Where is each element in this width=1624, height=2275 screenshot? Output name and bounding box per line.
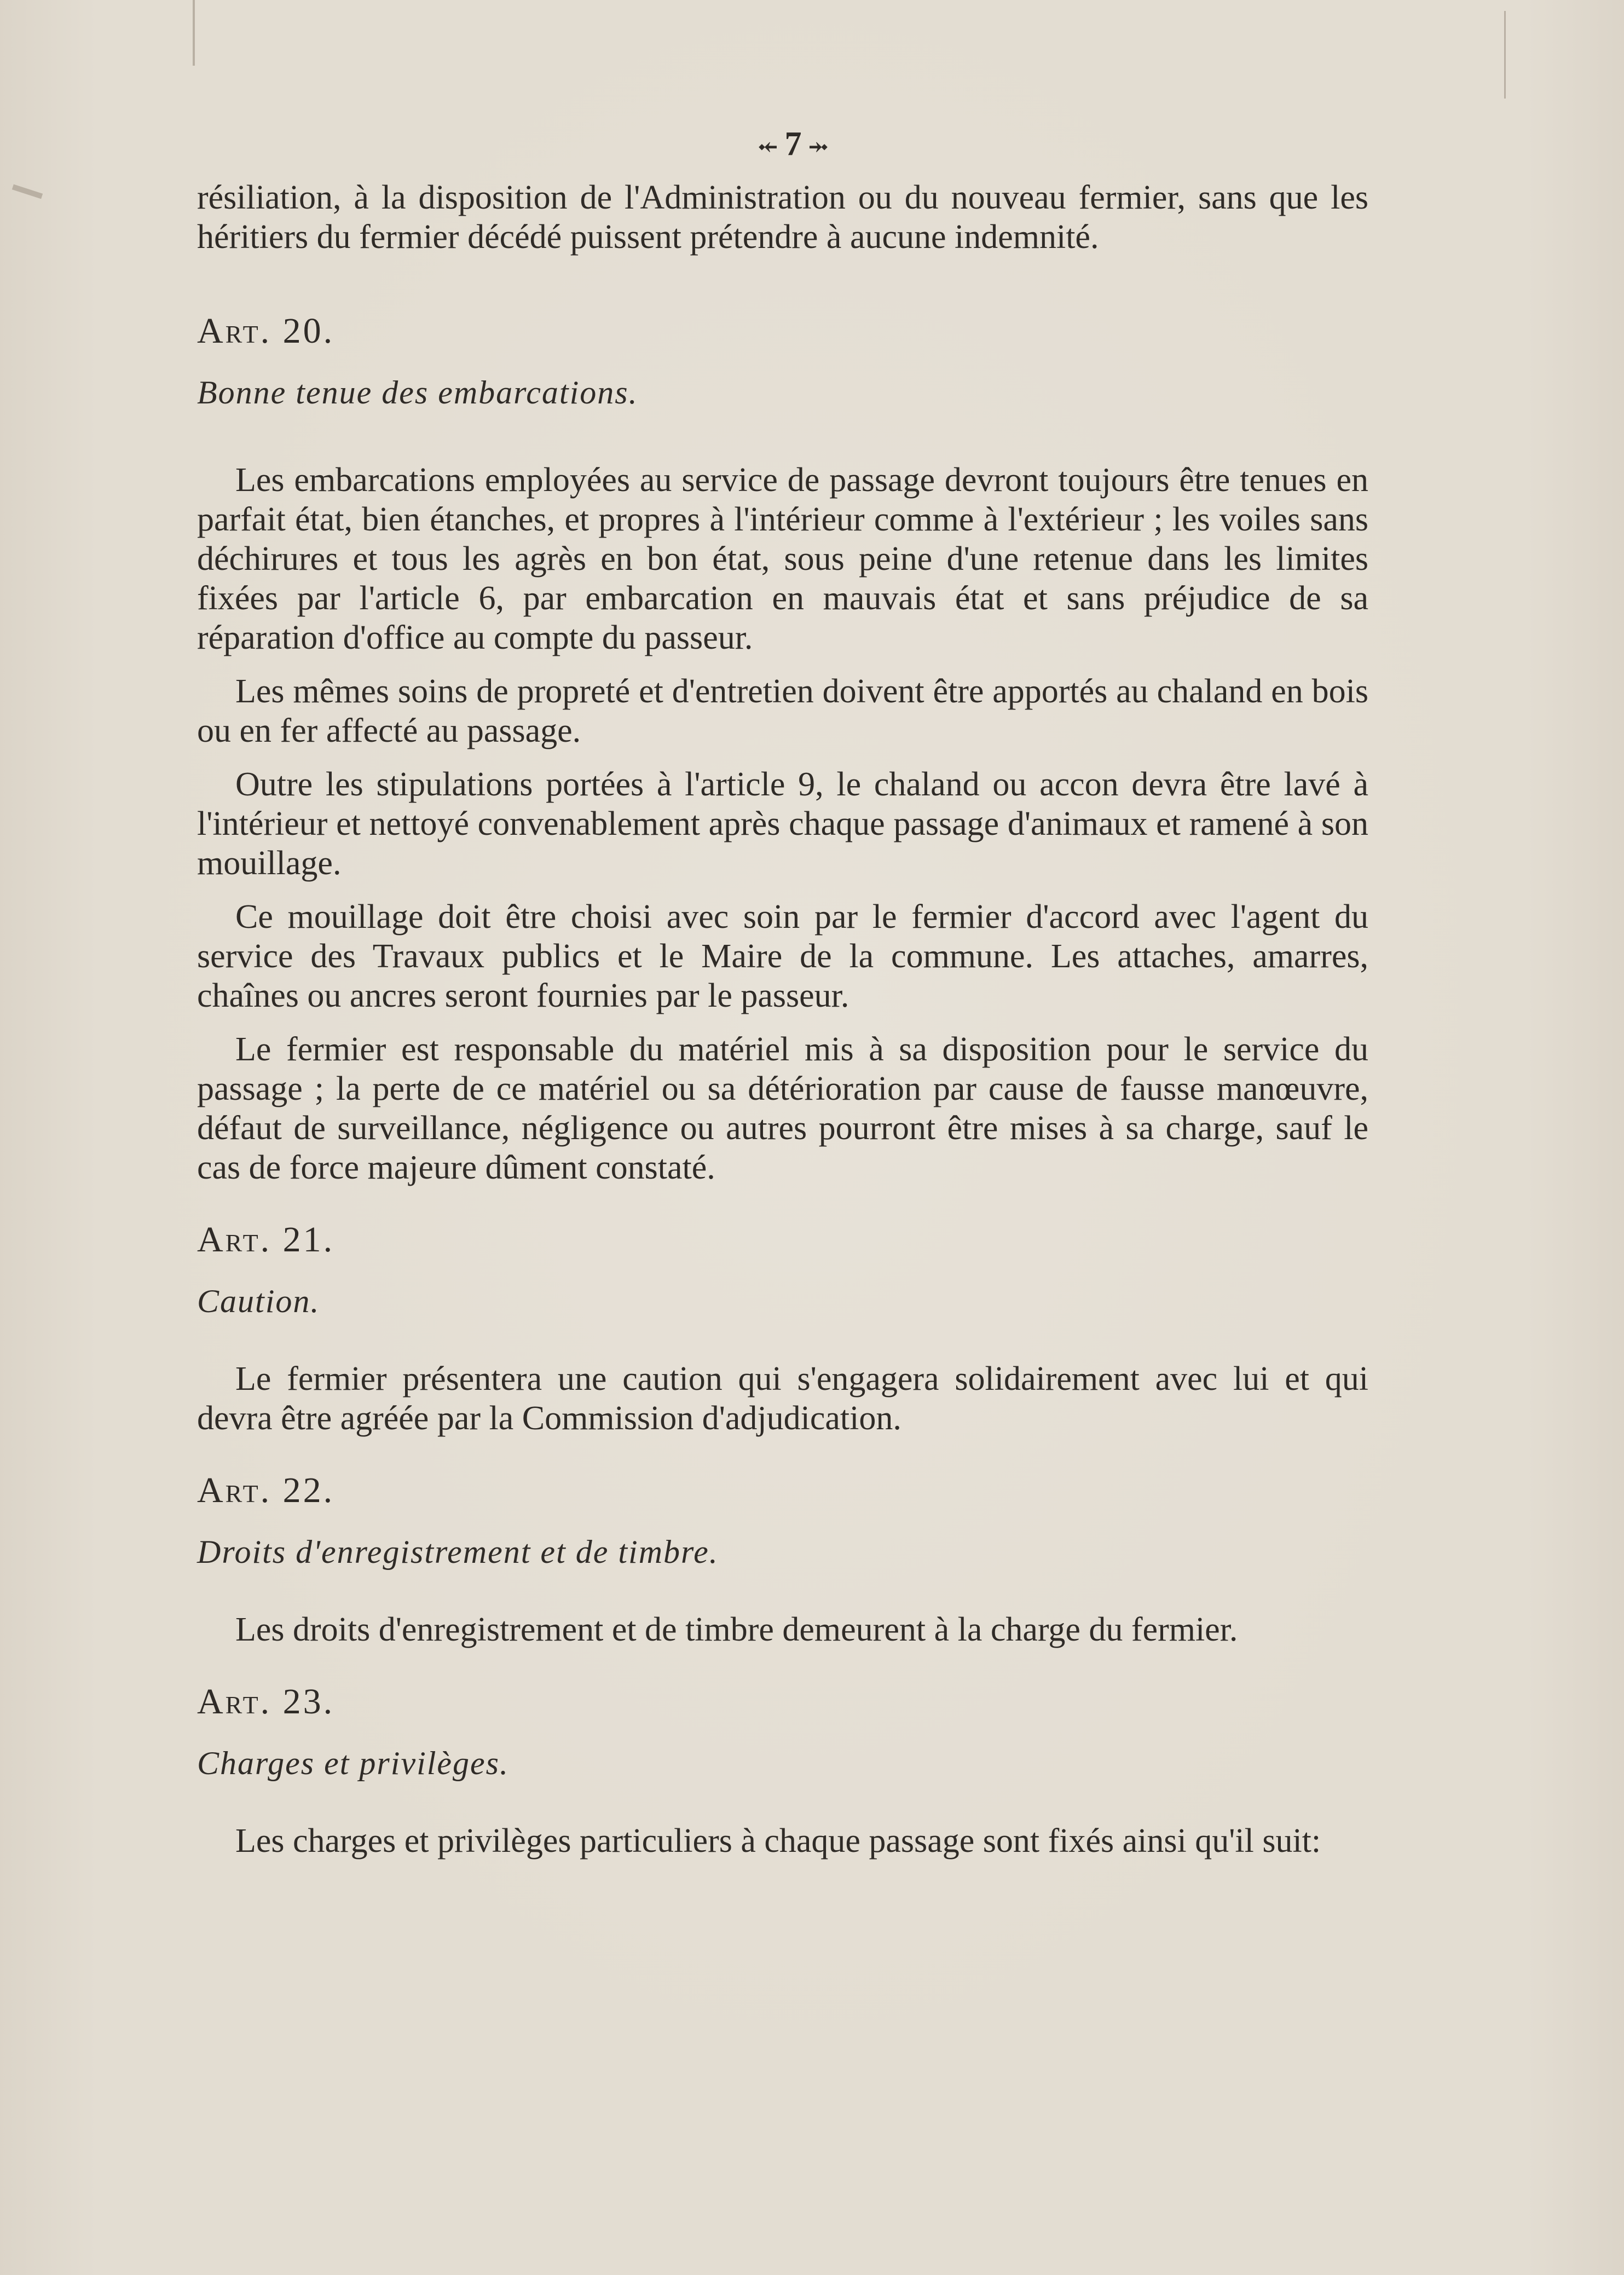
intro-paragraph: résiliation, à la disposition de l'Administration ou du nouveau fermier, sans que les héritiers du fermier décédé puissent prétendre à aucune indemnité. (197, 179, 1368, 256)
article-20-paragraph-1: Les embarcations employées au service de passage devront toujours être tenues en parfait état, bien étanches, et propres à l'intérieur comme à l'extérieur ; les voiles sans déchirures et tous les agrès en bon état, sous peine d'une retenue dans les limites fixées par l'article 6, par embarcation en mauvais état et sans préjudice de sa réparation d'office au compte du passeur. (197, 461, 1368, 656)
ornament-right-icon: ⤞ (808, 134, 830, 161)
article-20-heading: Art. 20. (197, 311, 335, 351)
article-22-title: Droits d'enregistrement et de timbre. (197, 1534, 719, 1570)
article-20-paragraph-5: Le fermier est responsable du matériel mis à sa disposition pour le service du passage ; la perte de ce matériel ou sa détérioration par cause de fausse manœuvre, défaut de surveillance, négligence ou autres pourront être mises à sa charge, sauf le cas de force majeure dûment constaté. (197, 1031, 1368, 1186)
right-edge-mark (1504, 11, 1506, 99)
article-20-paragraph-3: Outre les stipulations portées à l'article 9, le chaland ou accon devra être lavé à l'intérieur et nettoyé convenablement après chaque passage d'animaux et ramené à son mouillage. (197, 766, 1368, 882)
article-21-title: Caution. (197, 1283, 320, 1319)
ornament-left-icon: ⤝ (758, 134, 779, 161)
text-column (197, 178, 1368, 1861)
article-20-paragraph-2: Les mêmes soins de propreté et d'entretien doivent être apportés au chaland en bois ou en fer affecté au passage. (197, 673, 1368, 749)
article-20-title: Bonne tenue des embarcations. (197, 374, 638, 411)
article-23-title: Charges et privilèges. (197, 1745, 510, 1781)
article-20-paragraph-4: Ce mouillage doit être choisi avec soin par le fermier d'accord avec l'agent du service des Travaux publics et le Maire de la commune. Les attaches, amarres, chaînes ou ancres seront fournies par le passeur. (197, 898, 1368, 1014)
page-number (728, 125, 859, 164)
article-22-paragraph-1: Les droits d'enregistrement et de timbre demeurent à la charge du fermier. (235, 1611, 1238, 1648)
article-23-paragraph-1: Les charges et privilèges particuliers à chaque passage sont fixés ainsi qu'il suit: (235, 1822, 1321, 1860)
article-22-heading: Art. 22. (197, 1470, 335, 1510)
page-number-value: 7 (784, 125, 803, 163)
top-left-edge-mark (193, 0, 195, 66)
article-23-heading: Art. 23. (197, 1682, 335, 1722)
article-21-heading: Art. 21. (197, 1220, 335, 1260)
article-21-paragraph-1: Le fermier présentera une caution qui s'engagera solidairement avec lui et qui devra être agréée par la Commission d'adjudication. (197, 1360, 1368, 1437)
left-margin-smudge (12, 184, 43, 199)
